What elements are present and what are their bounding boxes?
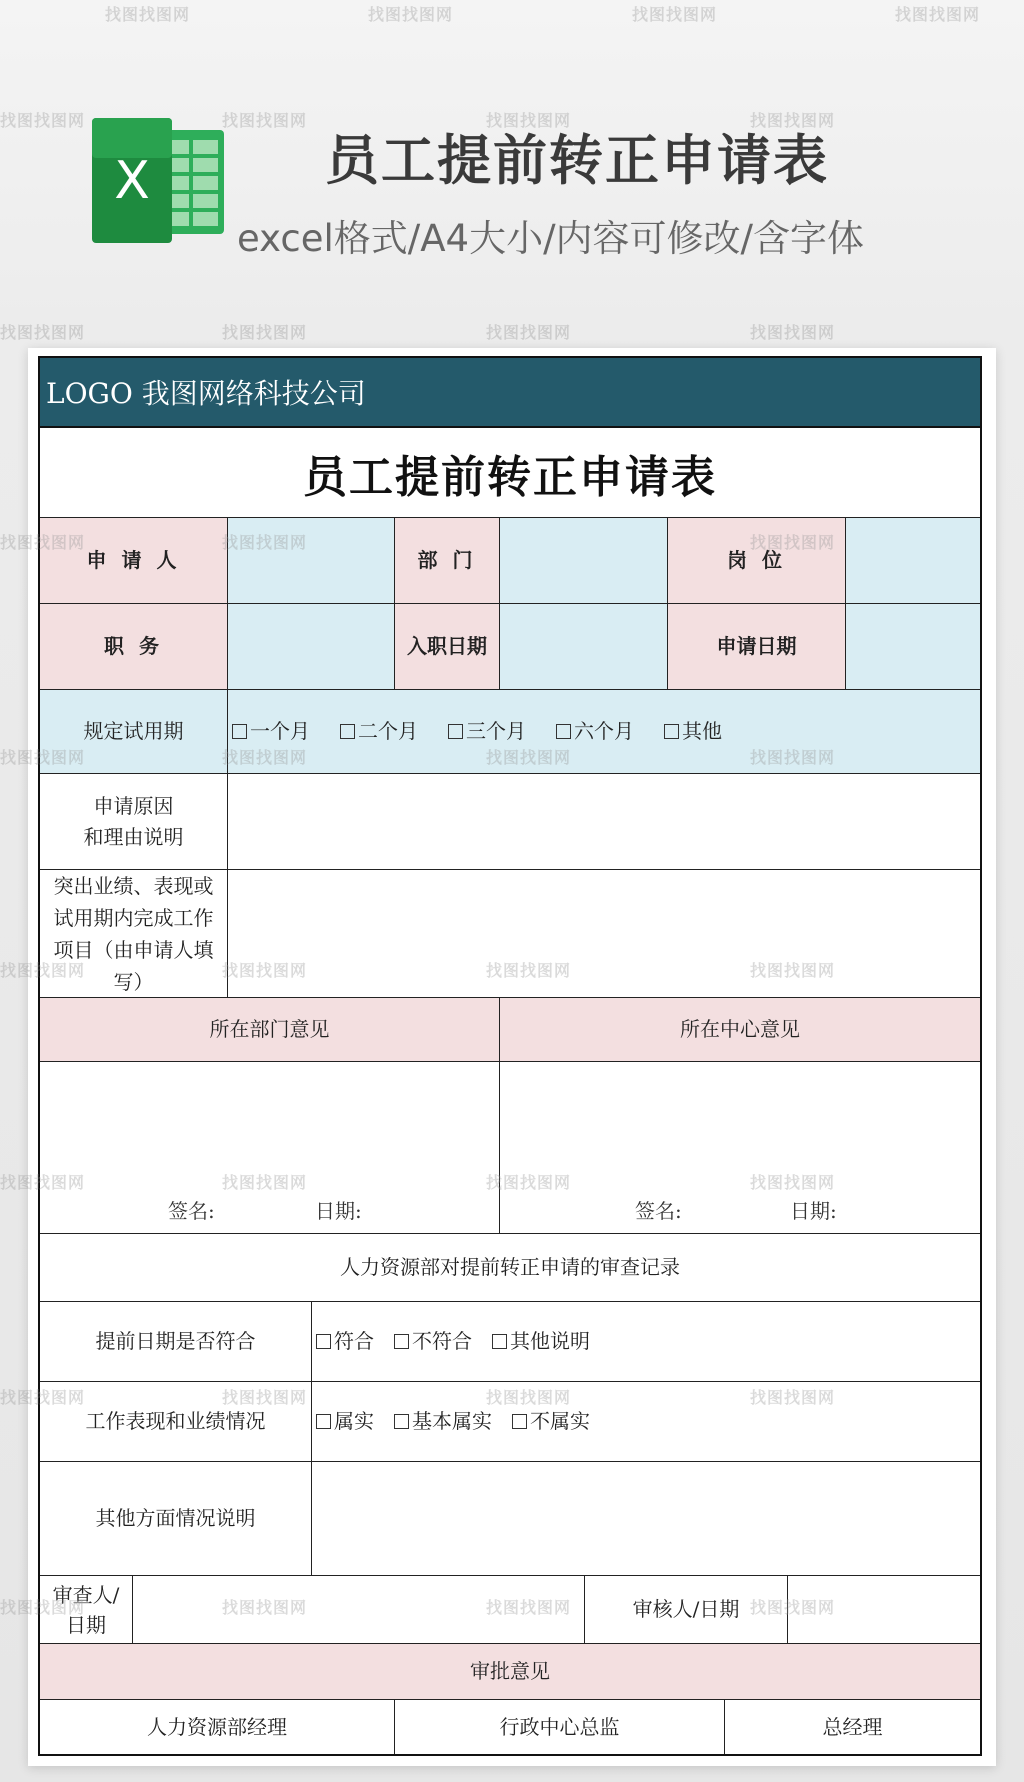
achievements-label-line1: 突出业绩、表现或 — [53, 873, 214, 898]
option-label: 符合 — [334, 1329, 374, 1353]
watermark: 找图找图网 — [105, 5, 191, 24]
checkbox-icon — [394, 1334, 409, 1349]
probation-options — [228, 690, 980, 774]
achievements-label-line3: 项目（由申请人填 — [53, 937, 214, 962]
join-date-input[interactable] — [500, 604, 668, 690]
apply-date-label: 申请日期 — [668, 604, 846, 690]
reason-label-line1: 申请原因 — [93, 793, 174, 818]
option-label: 不符合 — [412, 1329, 472, 1353]
reason-input[interactable] — [228, 774, 980, 870]
watermark: 找图找图网 — [0, 1388, 86, 1407]
watermark: 找图找图网 — [222, 1388, 308, 1407]
watermark: 找图找图网 — [486, 111, 572, 130]
probation-option-1[interactable] — [232, 716, 310, 747]
date-match-no[interactable] — [394, 1326, 472, 1357]
reviewer-input[interactable] — [133, 1576, 585, 1644]
position-label: 岗 位 — [668, 518, 846, 604]
excel-icon — [92, 118, 227, 243]
watermark: 找图找图网 — [0, 533, 86, 552]
checkbox-icon — [512, 1414, 527, 1429]
watermark: 找图找图网 — [0, 111, 86, 130]
center-sign-label: 签名: — [635, 1199, 682, 1223]
join-date-label: 入职日期 — [395, 604, 500, 690]
watermark: 找图找图网 — [222, 1598, 308, 1617]
performance-label: 工作表现和业绩情况 — [40, 1382, 312, 1462]
date-match-options — [312, 1302, 980, 1382]
option-label: 属实 — [334, 1409, 374, 1433]
watermark: 找图找图网 — [222, 748, 308, 767]
signer-general-manager: 总经理 — [822, 1714, 883, 1739]
probation-option-other[interactable] — [664, 716, 722, 747]
auditor-label: 审核人/日期 — [585, 1576, 788, 1644]
watermark: 找图找图网 — [0, 323, 86, 342]
form-title: 员工提前转正申请表 — [40, 428, 980, 518]
date-match-yes[interactable] — [316, 1326, 374, 1357]
duty-input[interactable] — [228, 604, 395, 690]
dept-date-label: 日期: — [315, 1199, 362, 1223]
center-date-label: 日期: — [790, 1199, 837, 1223]
position-input[interactable] — [846, 518, 980, 604]
page-title: 员工提前转正申请表 — [325, 129, 829, 192]
dept-sign-label: 签名: — [168, 1199, 215, 1223]
checkbox-icon — [316, 1334, 331, 1349]
watermark: 找图找图网 — [222, 111, 308, 130]
probation-label: 规定试用期 — [40, 690, 228, 774]
checkbox-icon — [664, 724, 679, 739]
apply-date-input[interactable] — [846, 604, 980, 690]
application-form — [38, 356, 982, 1756]
auditor-input[interactable] — [788, 1576, 980, 1644]
option-label: 一个月 — [250, 719, 310, 743]
option-label: 不属实 — [530, 1409, 590, 1433]
watermark: 找图找图网 — [486, 1173, 572, 1192]
checkbox-icon — [492, 1334, 507, 1349]
watermark: 找图找图网 — [750, 533, 836, 552]
dept-opinion-area[interactable] — [40, 1062, 500, 1234]
watermark: 找图找图网 — [486, 1388, 572, 1407]
hr-record-header: 人力资源部对提前转正申请的审查记录 — [40, 1234, 980, 1302]
other-label: 其他方面情况说明 — [40, 1462, 312, 1576]
checkbox-icon — [394, 1414, 409, 1429]
approval-header: 审批意见 — [40, 1644, 980, 1700]
watermark: 找图找图网 — [368, 5, 454, 24]
watermark: 找图找图网 — [750, 1173, 836, 1192]
watermark: 找图找图网 — [486, 1598, 572, 1617]
duty-label: 职 务 — [40, 604, 228, 690]
option-label: 基本属实 — [412, 1409, 492, 1433]
watermark: 找图找图网 — [750, 323, 836, 342]
checkbox-icon — [340, 724, 355, 739]
watermark: 找图找图网 — [486, 748, 572, 767]
option-label: 三个月 — [466, 719, 526, 743]
watermark: 找图找图网 — [750, 961, 836, 980]
center-opinion-header: 所在中心意见 — [500, 998, 980, 1062]
watermark: 找图找图网 — [486, 961, 572, 980]
performance-mostly-true[interactable] — [394, 1406, 492, 1437]
watermark: 找图找图网 — [222, 961, 308, 980]
watermark: 找图找图网 — [486, 323, 572, 342]
other-input[interactable] — [312, 1462, 980, 1576]
achievements-label-line2: 试用期内完成工作 — [53, 905, 214, 930]
dept-input[interactable] — [500, 518, 668, 604]
watermark: 找图找图网 — [0, 961, 86, 980]
achievements-label — [40, 870, 228, 998]
watermark: 找图找图网 — [222, 533, 308, 552]
reviewer-label-line1: 审查人/ — [52, 1582, 120, 1607]
form-sheet — [28, 348, 996, 1766]
watermark: 找图找图网 — [0, 748, 86, 767]
option-label: 二个月 — [358, 719, 418, 743]
probation-option-6[interactable] — [556, 716, 634, 747]
watermark: 找图找图网 — [0, 1598, 86, 1617]
achievements-input[interactable] — [228, 870, 980, 998]
applicant-input[interactable] — [228, 518, 395, 604]
option-label: 其他说明 — [510, 1329, 590, 1353]
probation-option-3[interactable] — [448, 716, 526, 747]
center-opinion-area[interactable] — [500, 1062, 980, 1234]
dept-opinion-header: 所在部门意见 — [40, 998, 500, 1062]
excel-icon-letter: X — [114, 151, 150, 211]
date-match-other[interactable] — [492, 1326, 590, 1357]
watermark: 找图找图网 — [750, 1598, 836, 1617]
watermark: 找图找图网 — [222, 323, 308, 342]
company-logo-bar: LOGO 我图网络科技公司 — [40, 358, 980, 428]
watermark: 找图找图网 — [750, 1388, 836, 1407]
signer-hr-manager: 人力资源部经理 — [40, 1700, 395, 1754]
page-header — [0, 0, 1024, 330]
performance-true[interactable] — [316, 1406, 374, 1437]
page-subtitle: excel格式/A4大小/内容可修改/含字体 — [237, 217, 864, 260]
checkbox-icon — [556, 724, 571, 739]
watermark: 找图找图网 — [222, 1173, 308, 1192]
signer-admin-director: 行政中心总监 — [395, 1700, 725, 1754]
reason-label-line2: 和理由说明 — [83, 824, 184, 849]
watermark: 找图找图网 — [750, 748, 836, 767]
reason-label — [40, 774, 228, 870]
option-label: 其他 — [682, 719, 722, 743]
achievements-label-line4: 写） — [113, 969, 154, 994]
watermark: 找图找图网 — [0, 1173, 86, 1192]
checkbox-icon — [448, 724, 463, 739]
date-match-label: 提前日期是否符合 — [40, 1302, 312, 1382]
reviewer-label — [40, 1576, 133, 1644]
watermark: 找图找图网 — [632, 5, 718, 24]
probation-option-2[interactable] — [340, 716, 418, 747]
dept-label: 部 门 — [395, 518, 500, 604]
reviewer-label-line2: 日期 — [66, 1612, 106, 1637]
applicant-label: 申 请 人 — [40, 518, 228, 604]
performance-false[interactable] — [512, 1406, 590, 1437]
performance-options — [312, 1382, 980, 1462]
option-label: 六个月 — [574, 719, 634, 743]
checkbox-icon — [232, 724, 247, 739]
watermark: 找图找图网 — [750, 111, 836, 130]
checkbox-icon — [316, 1414, 331, 1429]
watermark: 找图找图网 — [895, 5, 981, 24]
